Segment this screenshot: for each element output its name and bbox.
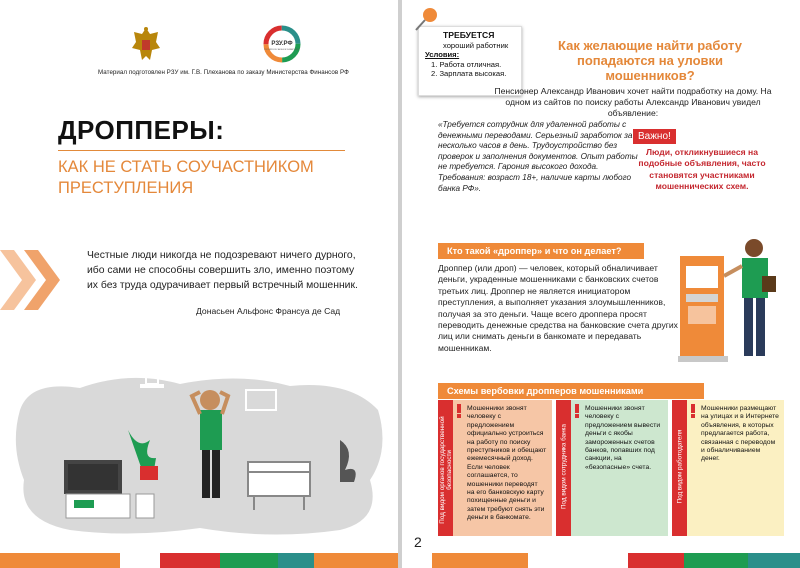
pushpin-icon <box>412 6 440 32</box>
epigraph-quote: Честные люди никогда не подозревают ничего дурного, ибо сами не способны совершить зло, именно поэтому их без труда одурачивает первый встречный мошенник. <box>87 250 358 291</box>
page-number: 2 <box>414 534 422 550</box>
schemes-section-heading: Схемы вербовки дропперов мошенниками <box>438 383 704 399</box>
question-title: Как желающие найти работу попадаются на уловки мошенников? <box>558 38 742 83</box>
ad-conditions-label: Условия: <box>425 50 460 60</box>
ad-heading: ТРЕБУЕТСЯ <box>443 30 495 40</box>
dropper-definition: Дроппер (или дроп) — человек, который обналичивает деньги, украденные мошенниками с банковских счетов третьих лиц. Дроппер не является инициатором преступления, а выполняет указания злоумышленников, получая за это деньги. Чаще всего дроппера просят переводить денежные средства на банковские счета других лиц или снимать деньги в банкомате и передавать мошенникам. <box>438 263 678 353</box>
scheme-text: Мошенники звонят человеку с предложением вывести деньги с якобы замороженных счетов банков, попавших под санкции, на «безопасные» счета. <box>571 400 668 536</box>
exclamation-icon <box>689 404 697 418</box>
rzu-logo-icon <box>262 24 302 64</box>
scheme-card <box>438 400 552 536</box>
scheme-tab-label: Под видом сотрудника банка <box>560 424 568 509</box>
dropper-section-heading: Кто такой «дроппер» и что он делает? <box>438 243 644 259</box>
ad-condition: 2. Зарплата высокая. <box>431 69 507 79</box>
scheme-card <box>672 400 784 536</box>
ad-subheading: хороший работник <box>443 40 509 50</box>
scheme-tab <box>672 400 687 536</box>
credit-line: Материал подготовлен РЗУ им. Г.В. Плеханова по заказу Министерства Финансов РФ <box>98 69 349 76</box>
page-subtitle: КАК НЕ СТАТЬ СОУЧАСТНИКОМ ПРЕСТУПЛЕНИЯ <box>58 158 314 197</box>
chevron-decoration-icon <box>0 250 72 310</box>
scheme-card <box>556 400 668 536</box>
left-page <box>0 0 398 568</box>
scheme-tab <box>556 400 571 536</box>
scheme-tab-label: Под видом работодателя <box>676 429 684 504</box>
color-footer-bar <box>0 553 398 568</box>
logo-text: РЗУ.РФ <box>271 41 293 47</box>
story-text: Пенсионер Александр Иванович хочет найти подработку на дому. На одном из сайтов по поиску работы Александр Иванович увидел объявление: <box>494 86 772 119</box>
ad-condition: 1. Работа отличная. <box>431 59 502 69</box>
color-footer-bar <box>402 553 800 568</box>
right-page <box>402 0 800 568</box>
coat-of-arms-icon <box>128 24 164 64</box>
title-divider <box>58 150 345 151</box>
worried-man-room-illustration <box>10 370 390 535</box>
schemes-cards <box>438 400 784 536</box>
exclamation-icon <box>455 404 463 418</box>
important-text: Люди, откликнувшиеся на подобные объявления, часто становятся участниками мошеннических схем. <box>638 147 766 192</box>
atm-man-illustration <box>678 236 788 362</box>
scheme-text: Мошенники звонят человеку с предложением официально устроиться на работу по поиску преступников и обещают ежемесячный доход. Если человек соглашается, то мошенники переводят на его банковскую карту похищенные деньги и затем требуют снять эти деньги в банкомате. <box>453 400 552 536</box>
epigraph-author: Донасьен Альфонс Франсуа де Сад <box>196 306 341 316</box>
scheme-tab <box>438 400 453 536</box>
logo-subtext: РОССИЙСКОЕ ЗАОЧНОЕ УНИВЕРСИТЕТ <box>264 49 300 51</box>
scam-ad-quote: «Требуется сотрудник для удаленной работы с денежными переводами. Серьезный заработок за несколько часов в день. Трудоустройство без проверок и заполнения документов. Опыт работы не требуется. Гарония высокого дохода. Требования: возраст 18+, наличие карты любого банка РФ». <box>438 120 638 193</box>
important-badge: Важно! <box>633 129 676 144</box>
scheme-text: Мошенники размещают на улицах и в Интернете объявления, в которых предлагается работа, связанная с переводом и обналичиванием денег. <box>687 400 784 536</box>
exclamation-icon <box>573 404 581 418</box>
scheme-tab-label: Под видом органов государственной безопасности <box>439 416 453 524</box>
page-title: ДРОППЕРЫ: <box>58 115 225 145</box>
